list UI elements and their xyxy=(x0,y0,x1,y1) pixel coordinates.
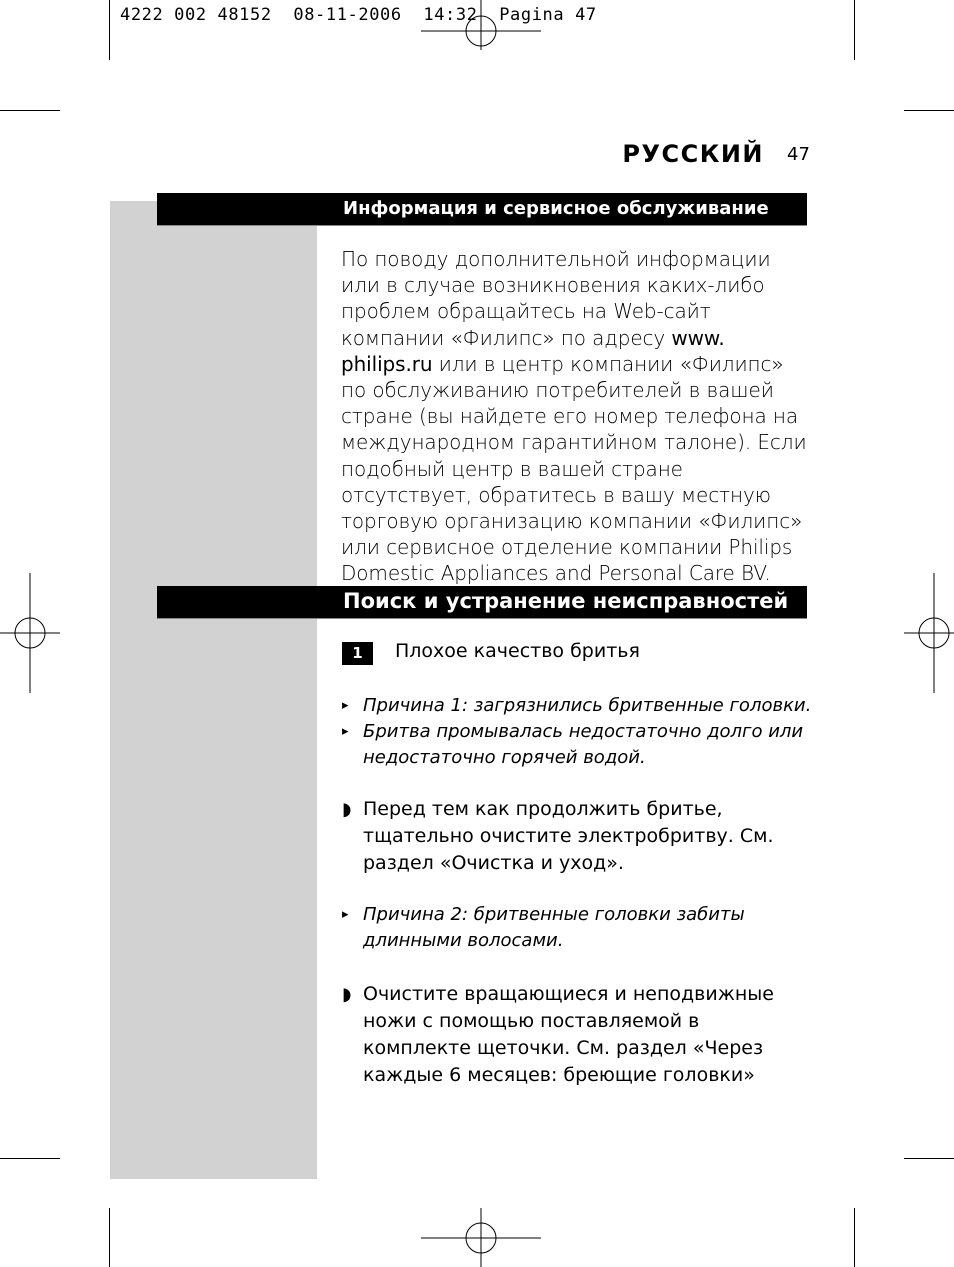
paragraph-text-continued: или в центр компании «Филипс» по обслуживанию потребителей в вашей стране (вы найдете его номер телефона на международном гарантийном талоне). Если подобный центр в вашей стране отсутствует, обратитесь в вашу местную торговую организацию компании «Филипс» или сервисное отделение компании Philips Domestic Appliances and Personal Care BV. xyxy=(341,351,807,586)
triangle-bullet-icon: ▸ xyxy=(342,698,349,713)
paragraph-text: По поводу дополнительной информации или в случае возникновения каких-либо проблем обращайтесь на Web-сайт компании «Филипс» по адресу xyxy=(341,247,771,350)
cause-item xyxy=(342,902,812,954)
cause-text: Причина 1: загрязнились бритвенные головки. xyxy=(363,695,812,716)
triangle-bullet-icon: ▸ xyxy=(342,724,349,739)
side-panel xyxy=(110,201,317,1179)
philips-website-link[interactable]: www. philips.ru xyxy=(341,325,725,376)
language-title: РУССКИЙ xyxy=(622,140,764,168)
triangle-bullet-icon: ▸ xyxy=(342,907,349,922)
cause-text: Причина 2: бритвенные головки забиты длинными волосами. xyxy=(363,904,745,951)
cause-item xyxy=(342,693,812,719)
action-bullet-icon: ◗ xyxy=(342,799,352,820)
print-header: 4222 002 48152 08-11-2006 14:32 Pagina 47 xyxy=(120,5,597,25)
step-number-badge: 1 xyxy=(342,642,373,665)
cause-text: Бритва промывалась недостаточно долго или недостаточно горячей водой. xyxy=(363,721,804,768)
action-text: Перед тем как продолжить бритье, тщательно очистите электробритву. См. раздел «Очистка и уход». xyxy=(363,798,774,874)
action-text: Очистите вращающиеся и неподвижные ножи с помощью поставляемой в комплекте щеточки. См. раздел «Через каждые 6 месяцев: бреющие головки» xyxy=(363,983,774,1086)
action-bullet-icon: ◗ xyxy=(342,984,352,1005)
cause-item xyxy=(342,719,812,771)
action-item xyxy=(342,796,812,877)
page-number: 47 xyxy=(787,144,810,165)
section-heading-troubleshooting: Поиск и устранение неисправностей xyxy=(157,586,807,618)
heading-underline xyxy=(157,618,807,619)
action-item xyxy=(342,981,812,1089)
step-title: Плохое качество бритья xyxy=(395,640,640,662)
info-paragraph xyxy=(341,246,811,587)
section-heading-info: Информация и сервисное обслуживание xyxy=(157,193,807,225)
heading-underline xyxy=(157,225,807,226)
